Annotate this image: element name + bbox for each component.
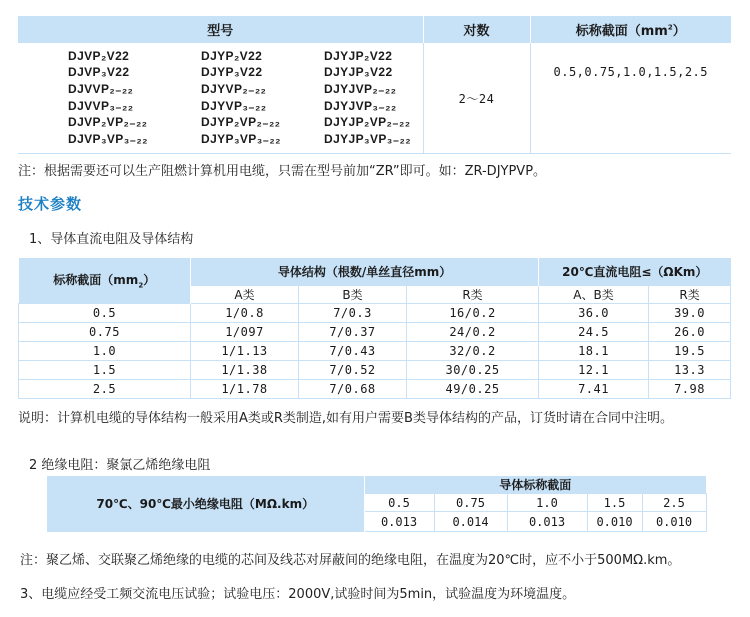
resistance-value: 0.013	[364, 512, 434, 532]
table-cell: 7/0.37	[299, 323, 407, 342]
model-code: DJYVP₂₋₂₂	[201, 81, 267, 96]
resistance-table	[18, 258, 731, 399]
model-list	[68, 49, 423, 148]
table-cell: 1/1.78	[191, 380, 299, 399]
model-code: DJVP₃V22	[68, 65, 130, 80]
area-values: 0.5,0.75,1.0,1.5,2.5	[553, 65, 708, 79]
area-header: 标称截面$(mm^2)$	[530, 16, 731, 43]
item1-title: 1、导体直流电阻及导体结构	[29, 232, 194, 247]
insulation-note: 注：聚乙烯、交联聚乙烯绝缘的电缆的芯间及线芯对屏蔽间的绝缘电阻，在温度为20℃时，应不小于500MΩ.km。	[20, 553, 681, 568]
pairs-value: 2～24	[458, 91, 495, 106]
table-cell: 26.0	[649, 323, 731, 342]
table-cell: 7.98	[649, 380, 731, 399]
resistance-value: 0.013	[507, 512, 587, 532]
model-code: DJYJP₂VP₂₋₂₂	[324, 115, 411, 130]
resistance-value: 0.010	[587, 512, 642, 532]
table-cell: 24.5	[539, 323, 649, 342]
table-row	[19, 380, 731, 399]
table-cell: 2.5	[19, 380, 191, 399]
model-code: DJVP₂VP₂₋₂₂	[68, 115, 148, 130]
resistance-header: 20℃直流电阻≤（ΩKm）	[539, 258, 731, 285]
model-code: DJYVP₃₋₂₂	[201, 98, 267, 113]
model-code: DJVVP₂₋₂₂	[68, 81, 134, 96]
table-cell: 0.5	[19, 304, 191, 323]
model-code: DJYP₂V22	[201, 48, 263, 63]
table-cell: 12.1	[539, 361, 649, 380]
table-cell: 36.0	[539, 304, 649, 323]
structure-note: 说明：计算机电缆的导体结构一般采用A类或R类制造,如有用户需要B类导体结构的产品，订货时请在合同中注明。	[18, 411, 673, 426]
table-cell: 7.41	[539, 380, 649, 399]
area-header: 标称截面$(mm_2)$	[19, 258, 191, 304]
model-table	[18, 16, 731, 154]
table-cell: 16/0.2	[407, 304, 539, 323]
model-code: DJYP₂VP₂₋₂₂	[201, 115, 281, 130]
table-cell: 32/0.2	[407, 342, 539, 361]
table-cell: 1/0.8	[191, 304, 299, 323]
sub-header: A类	[191, 285, 299, 303]
table-row	[19, 342, 731, 361]
model-code: DJYP₃VP₃₋₂₂	[201, 131, 281, 146]
sub-header: A、B类	[539, 285, 649, 303]
flame-retardant-note: 注：根据需要还可以生产阻燃计算机用电缆，只需在型号前加“ZR”即可。如：ZR-DJYPVP。	[18, 164, 547, 179]
area-cell: 0.75	[434, 494, 507, 512]
table-cell: 39.0	[649, 304, 731, 323]
resistance-value: 0.014	[434, 512, 507, 532]
table-cell: 7/0.68	[299, 380, 407, 399]
pairs-header: 对数	[423, 16, 530, 43]
area-header: 导体标称截面	[364, 476, 706, 494]
table-cell: 49/0.25	[407, 380, 539, 399]
table-cell: 1/097	[191, 323, 299, 342]
table-cell: 18.1	[539, 342, 649, 361]
insulation-label: 70℃、90℃最小绝缘电阻（MΩ.km）	[47, 476, 364, 532]
table-cell: 7/0.52	[299, 361, 407, 380]
model-header: 型号	[18, 16, 423, 43]
item3-title: 3、电缆应经受工频交流电压试验；试验电压：2000V,试验时间为5min，试验温度为环境温度。	[20, 587, 576, 602]
table-cell: 1.5	[19, 361, 191, 380]
table-row	[19, 361, 731, 380]
table-cell: 7/0.3	[299, 304, 407, 323]
model-code: DJYJP₂V22	[324, 48, 393, 63]
model-list-cell	[18, 43, 423, 154]
model-code: DJYJP₃V22	[324, 65, 393, 80]
area-cell	[530, 43, 731, 154]
area-cell: 1.5	[587, 494, 642, 512]
area-cell: 2.5	[642, 494, 706, 512]
table-cell: 24/0.2	[407, 323, 539, 342]
model-code: DJVP₂V22	[68, 48, 130, 63]
table-row	[19, 304, 731, 323]
model-code: DJYP₃V22	[201, 65, 263, 80]
section-title: 技术参数	[18, 195, 83, 213]
model-code: DJYJVP₂₋₂₂	[324, 81, 397, 96]
sub-header: R类	[407, 285, 539, 303]
item2-title: 2 绝缘电阻：聚氯乙烯绝缘电阻	[29, 458, 211, 473]
table-cell: 0.75	[19, 323, 191, 342]
table-cell: 30/0.25	[407, 361, 539, 380]
table-cell: 1/1.13	[191, 342, 299, 361]
area-cell: 1.0	[507, 494, 587, 512]
table-cell: 13.3	[649, 361, 731, 380]
sub-header: R类	[649, 285, 731, 303]
table-row	[19, 323, 731, 342]
model-code: DJYJP₃VP₃₋₂₂	[324, 131, 411, 146]
model-code: DJVVP₃₋₂₂	[68, 98, 134, 113]
model-code: DJYJVP₃₋₂₂	[324, 98, 397, 113]
table-cell: 7/0.43	[299, 342, 407, 361]
structure-header: 导体结构（根数/单丝直径mm）	[191, 258, 539, 285]
model-code: DJVP₃VP₃₋₂₂	[68, 131, 148, 146]
table-cell: 1/1.38	[191, 361, 299, 380]
sub-header: B类	[299, 285, 407, 303]
table-cell: 19.5	[649, 342, 731, 361]
resistance-value: 0.010	[642, 512, 706, 532]
insulation-table	[47, 476, 707, 532]
table-cell: 1.0	[19, 342, 191, 361]
area-cell: 0.5	[364, 494, 434, 512]
